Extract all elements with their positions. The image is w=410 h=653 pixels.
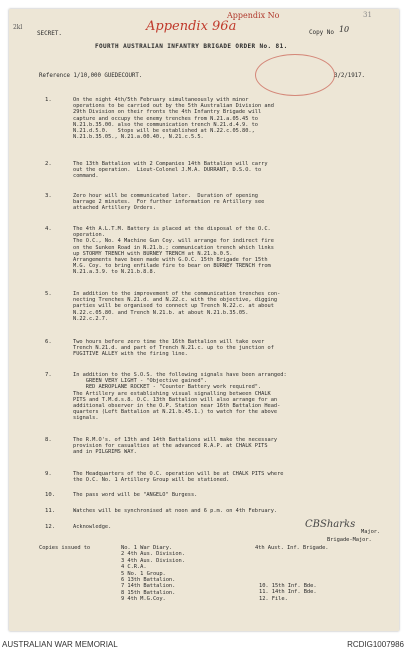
paragraph-text: Acknowledge. [73,524,112,530]
paragraph-text: On the night 4th/5th February simultaneously with minor operations to be carried out by the 5th Australian Division and 29th Division on their fronts the 4th Infantry Brigade will capture and occupy the enemy trenches from N.21.a.05.45 to N.21.b.35.00. also the communication trench N.21.d.4.9. to N.21.d.5.0. Stops will be established at N.22.c.05.80., N.21.b.35.05., N.21.a.00.40., N.21.c.5.5. [73,97,274,141]
reference-line: Reference 1/10,000 GUEDECOURT. [39,73,143,79]
paragraph-text: The 13th Battalion with 2 Companies 14th Battalion will carry out the operation. Lieut-Colonel J.M.A. DURRANT, D.S.O. to command. [73,161,268,180]
para-number: 9. [45,471,52,477]
paragraph-text: In addition to the S.O.S. the following signals have been arranged: GREEN VERY LIGHT - "Objective gained". RED AEROPLANE ROCKET - "Counter Battery work required". The Artillery are establishing visual signalling between CHALK PITS and T.M.d.s.8. O.C. 13th Battalion will also arrange for an additional observer in the O.P. Station near 16th Battalion Head- quarters (Left Battalion at N.21.b.45.1.) to watch for the above signals. [73,372,287,422]
para-number: 4. [45,226,52,232]
signature-title: Brigade-Major. [327,537,372,543]
corner-mark: 2kl [13,24,23,31]
para-number: 1. [45,97,52,103]
copies-list-right [259,583,317,602]
copy-recipient: 5 No. 1 Group. [121,570,166,577]
para-number: 11. [45,508,56,514]
signature-rank: Major. [361,529,381,535]
para-number: 3. [45,193,52,199]
para-number: 10. [45,492,56,498]
paragraph-text: Zero hour will be communicated later. Duration of opening barrage 2 minutes. For further information re Artillery see attached Artillery Orders. [73,193,265,212]
copy-recipient: No. 1 War Diary. [121,545,173,551]
copy-recipient: 10. 15th Inf. Bde. [259,583,317,589]
copy-no-label: Copy No [309,29,334,36]
copy-recipient: 6 13th Battalion. [121,577,176,584]
copy-recipient: 4 C.R.A. [121,564,147,571]
footer-source: AUSTRALIAN WAR MEMORIAL [2,640,118,649]
copy-recipient: 8 15th Battalion. [121,589,176,596]
copy-recipient: 9 4th M.G.Coy. [121,596,166,603]
para-number: 2. [45,161,52,167]
signature-unit: 4th Aust. Inf. Brigade. [255,545,329,551]
red-oval-stamp [255,54,335,96]
copy-recipient: 2 4th Aus. Division. [121,551,185,558]
paragraph-text: The Headquarters of the O.C. operation will be at CHALK PITS where the O.C. No. 1 Artillery Group will be stationed. [73,471,284,484]
paragraph-text: The pass word will be "ANGELO" Burgess. [73,492,198,498]
copy-recipient: 11. 14th Inf. Bde. [259,589,317,596]
copy-no-value: 10 [339,25,350,34]
appendix-printed: Appendix No [227,11,280,20]
paragraph-text: In addition to the improvement of the communication trenches con- necting Trenches N.21.d. and N.22.c. with the objective, digging parties will be organised to connect up Trench N.22.c. at about N.22.c.05.80. and Trench N.21.b. at about N.21.b.35.05. N.22.c.2.7. [73,291,281,322]
secret-label: SECRET. [37,30,62,37]
para-number: 8. [45,437,52,443]
copy-recipient: 7 14th Battalion. [121,583,176,590]
copy-recipient: 3 4th Aus. Division. [121,557,185,564]
appendix-handwritten: Appendix 96a [146,19,237,34]
page-number: 31 [363,11,372,19]
copies-label: Copies issued to [39,545,91,551]
para-number: 7. [45,372,52,378]
order-date: 3/2/1917. [334,73,365,79]
paragraph-text: Watches will be synchronised at noon and 6 p.m. on 4th February. [73,508,278,514]
copies-list-left [121,545,185,603]
para-number: 12. [45,524,56,530]
paragraph-text: The 4th A.L.T.M. Battery is placed at the disposal of the O.C. operation. The O.C., No. 4 Machine Gun Coy. will arrange for indirect fire on the Sunken Road in N.21.b.; communication trench which links up STORMY TRENCH with BURNEY TRENCH at N.21.b.0.5. Arrangements have been made with G.O.C. 15th Brigade for 15th M.G. Coy. to bring enfilade fire to bear on BURNEY TRENCH from N.21.a.3.9. to N.21.b.8.8. [73,226,274,276]
paragraph-text: The R.M.O's. of 13th and 14th Battalions will make the necessary provision for casualties at the advanced R.A.P. at CHALK PITS and in PILGRIMS WAY. [73,437,278,456]
document-page [9,9,399,631]
footer-id: RCDIG1007986 [347,640,404,649]
handwritten-signature: CBSharks [305,519,356,530]
para-number: 5. [45,291,52,297]
para-number: 6. [45,339,52,345]
paragraph-text: Two hours before zero time the 16th Battalion will take over Trench N.21.d. and part of Trench N.21.c. up to the junction of FUGITIVE ALLEY with the firing line. [73,339,274,358]
order-title: FOURTH AUSTRALIAN INFANTRY BRIGADE ORDER No. 81. [95,43,288,50]
copy-recipient: 12. File. [259,595,288,602]
